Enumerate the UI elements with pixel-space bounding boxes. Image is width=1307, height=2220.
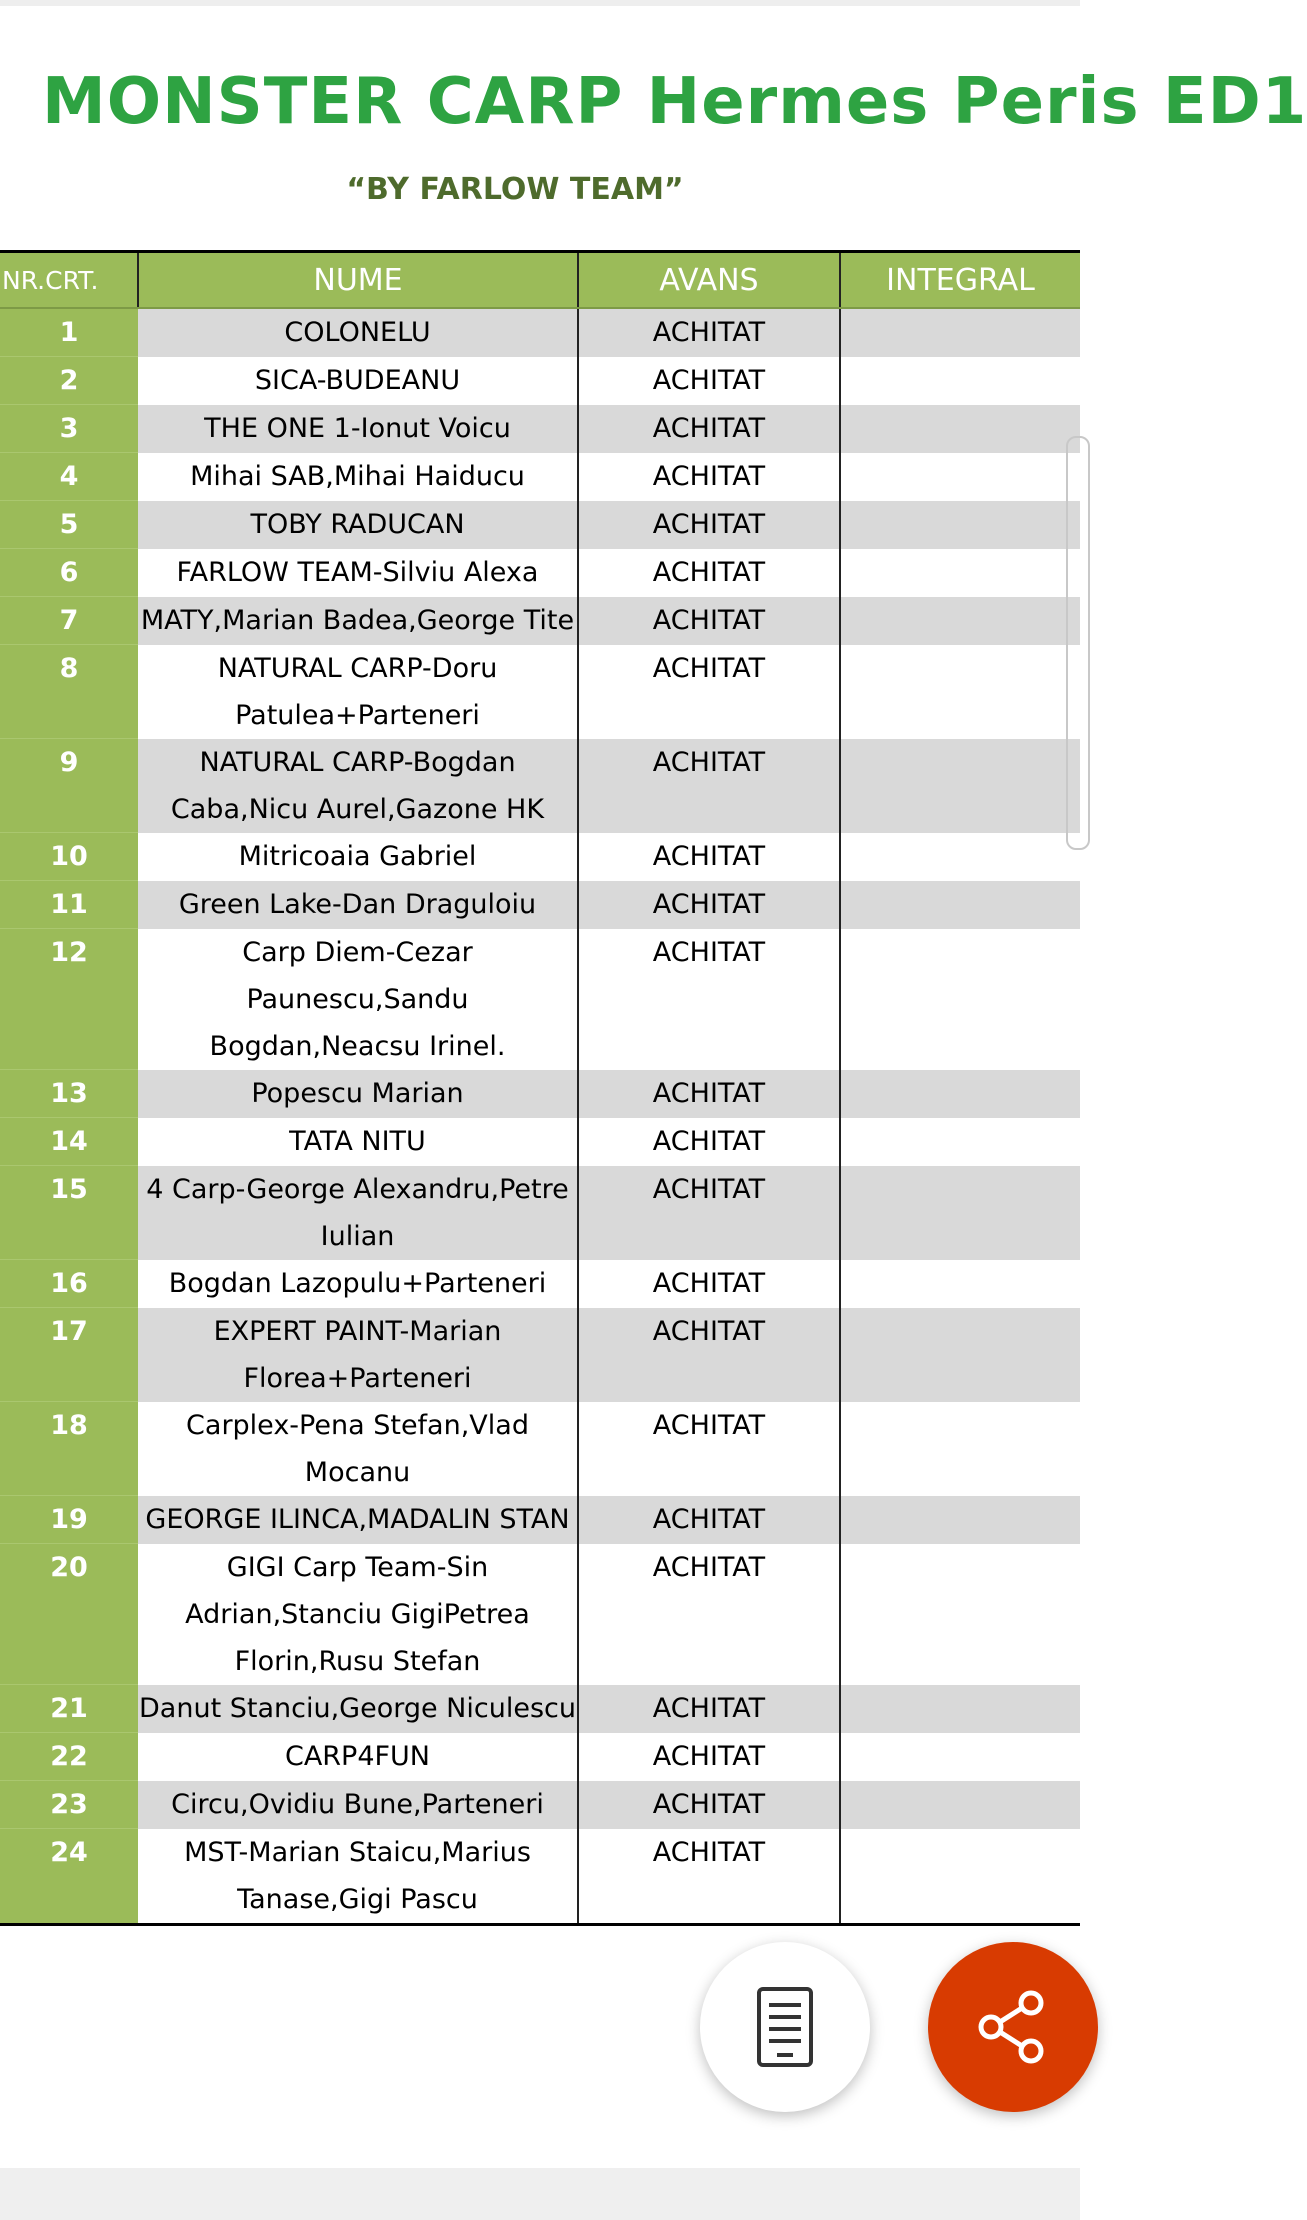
row-name: TOBY RADUCAN [138,501,578,549]
row-advance: ACHITAT [578,1118,840,1166]
row-full [840,308,1080,357]
row-full [840,833,1080,881]
row-full [840,453,1080,501]
header-nr: NR.CRT. [0,252,138,309]
row-number: 23 [0,1781,138,1829]
row-advance: ACHITAT [578,405,840,453]
row-advance: ACHITAT [578,1166,840,1260]
row-name: Popescu Marian [138,1070,578,1118]
table-row [0,501,1080,549]
row-name: 4 Carp-George Alexandru,Petre Iulian [138,1166,578,1260]
row-number: 13 [0,1070,138,1118]
top-strip [0,0,1080,6]
table-row [0,357,1080,405]
row-number: 7 [0,597,138,645]
row-advance: ACHITAT [578,453,840,501]
row-number: 15 [0,1166,138,1260]
row-name: Mitricoaia Gabriel [138,833,578,881]
row-number: 8 [0,645,138,739]
row-advance: ACHITAT [578,1781,840,1829]
row-full [840,1829,1080,1925]
share-button[interactable] [928,1942,1098,2112]
row-advance: ACHITAT [578,1308,840,1402]
row-name: Green Lake-Dan Draguloiu [138,881,578,929]
row-full [840,1308,1080,1402]
row-advance: ACHITAT [578,597,840,645]
row-advance: ACHITAT [578,308,840,357]
row-full [840,357,1080,405]
row-full [840,1781,1080,1829]
row-advance: ACHITAT [578,881,840,929]
row-advance: ACHITAT [578,929,840,1070]
row-number: 19 [0,1496,138,1544]
row-name: MATY,Marian Badea,George Tite [138,597,578,645]
table-row [0,405,1080,453]
table-row [0,1781,1080,1829]
row-advance: ACHITAT [578,1402,840,1496]
row-name: THE ONE 1-Ionut Voicu [138,405,578,453]
row-name: Circu,Ovidiu Bune,Parteneri [138,1781,578,1829]
row-number: 12 [0,929,138,1070]
row-number: 21 [0,1685,138,1733]
registration-table [0,250,1080,1926]
row-advance: ACHITAT [578,357,840,405]
row-number: 5 [0,501,138,549]
table-row [0,881,1080,929]
row-full [840,1685,1080,1733]
row-advance: ACHITAT [578,1685,840,1733]
row-number: 1 [0,308,138,357]
row-number: 24 [0,1829,138,1925]
row-full [840,1402,1080,1496]
row-advance: ACHITAT [578,833,840,881]
row-full [840,1070,1080,1118]
row-full [840,1260,1080,1308]
row-number: 6 [0,549,138,597]
row-full [840,405,1080,453]
row-name: CARP4FUN [138,1733,578,1781]
table-row [0,1544,1080,1685]
row-number: 20 [0,1544,138,1685]
row-number: 3 [0,405,138,453]
table-row [0,1070,1080,1118]
row-name: FARLOW TEAM-Silviu Alexa [138,549,578,597]
header-name: NUME [138,252,578,309]
table-header-row [0,252,1080,309]
row-full [840,1733,1080,1781]
row-advance: ACHITAT [578,739,840,833]
row-number: 10 [0,833,138,881]
row-advance: ACHITAT [578,1260,840,1308]
row-name: Mihai SAB,Mihai Haiducu [138,453,578,501]
table-row [0,1166,1080,1260]
row-number: 22 [0,1733,138,1781]
row-full [840,597,1080,645]
row-name: NATURAL CARP-Bogdan Caba,Nicu Aurel,Gazone HK [138,739,578,833]
header-advance: AVANS [578,252,840,309]
row-advance: ACHITAT [578,501,840,549]
row-number: 4 [0,453,138,501]
row-full [840,739,1080,833]
table-row [0,833,1080,881]
row-name: GIGI Carp Team-Sin Adrian,Stanciu GigiPetrea Florin,Rusu Stefan [138,1544,578,1685]
row-name: Carplex-Pena Stefan,Vlad Mocanu [138,1402,578,1496]
row-name: GEORGE ILINCA,MADALIN STAN [138,1496,578,1544]
table-row [0,1685,1080,1733]
row-advance: ACHITAT [578,1733,840,1781]
table-row [0,1308,1080,1402]
row-number: 11 [0,881,138,929]
row-full [840,549,1080,597]
row-advance: ACHITAT [578,1496,840,1544]
table-row [0,645,1080,739]
table-row [0,1118,1080,1166]
row-name: EXPERT PAINT-Marian Florea+Parteneri [138,1308,578,1402]
table-row [0,739,1080,833]
row-number: 18 [0,1402,138,1496]
header-full: INTEGRAL [840,252,1080,309]
document-subtitle: “BY FARLOW TEAM” [346,172,684,207]
row-number: 2 [0,357,138,405]
document-title: MONSTER CARP Hermes Peris ED1 [42,65,1307,139]
row-name: TATA NITU [138,1118,578,1166]
table-row [0,1496,1080,1544]
table-row [0,597,1080,645]
bottom-strip [0,2168,1080,2220]
table-row [0,1733,1080,1781]
row-number: 17 [0,1308,138,1402]
row-name: Bogdan Lazopulu+Parteneri [138,1260,578,1308]
table-row [0,929,1080,1070]
row-full [840,1166,1080,1260]
row-full [840,1496,1080,1544]
row-name: NATURAL CARP-Doru Patulea+Parteneri [138,645,578,739]
table-row [0,1402,1080,1496]
row-advance: ACHITAT [578,1544,840,1685]
document-view-button[interactable] [700,1942,870,2112]
share-icon [973,1987,1053,2067]
table-row [0,308,1080,357]
row-full [840,645,1080,739]
row-number: 16 [0,1260,138,1308]
row-number: 14 [0,1118,138,1166]
scrollbar-thumb[interactable] [1066,436,1090,850]
row-full [840,881,1080,929]
row-advance: ACHITAT [578,645,840,739]
row-name: Danut Stanciu,George Niculescu [138,1685,578,1733]
table-row [0,453,1080,501]
row-name: SICA-BUDEANU [138,357,578,405]
table-row [0,1829,1080,1925]
document-view-icon [755,1985,815,2069]
row-full [840,1544,1080,1685]
table-row [0,549,1080,597]
row-advance: ACHITAT [578,1070,840,1118]
row-name: COLONELU [138,308,578,357]
row-full [840,501,1080,549]
row-name: Carp Diem-Cezar Paunescu,Sandu Bogdan,Neacsu Irinel. [138,929,578,1070]
row-advance: ACHITAT [578,1829,840,1925]
row-advance: ACHITAT [578,549,840,597]
table-row [0,1260,1080,1308]
row-name: MST-Marian Staicu,Marius Tanase,Gigi Pascu [138,1829,578,1925]
row-full [840,929,1080,1070]
row-full [840,1118,1080,1166]
row-number: 9 [0,739,138,833]
